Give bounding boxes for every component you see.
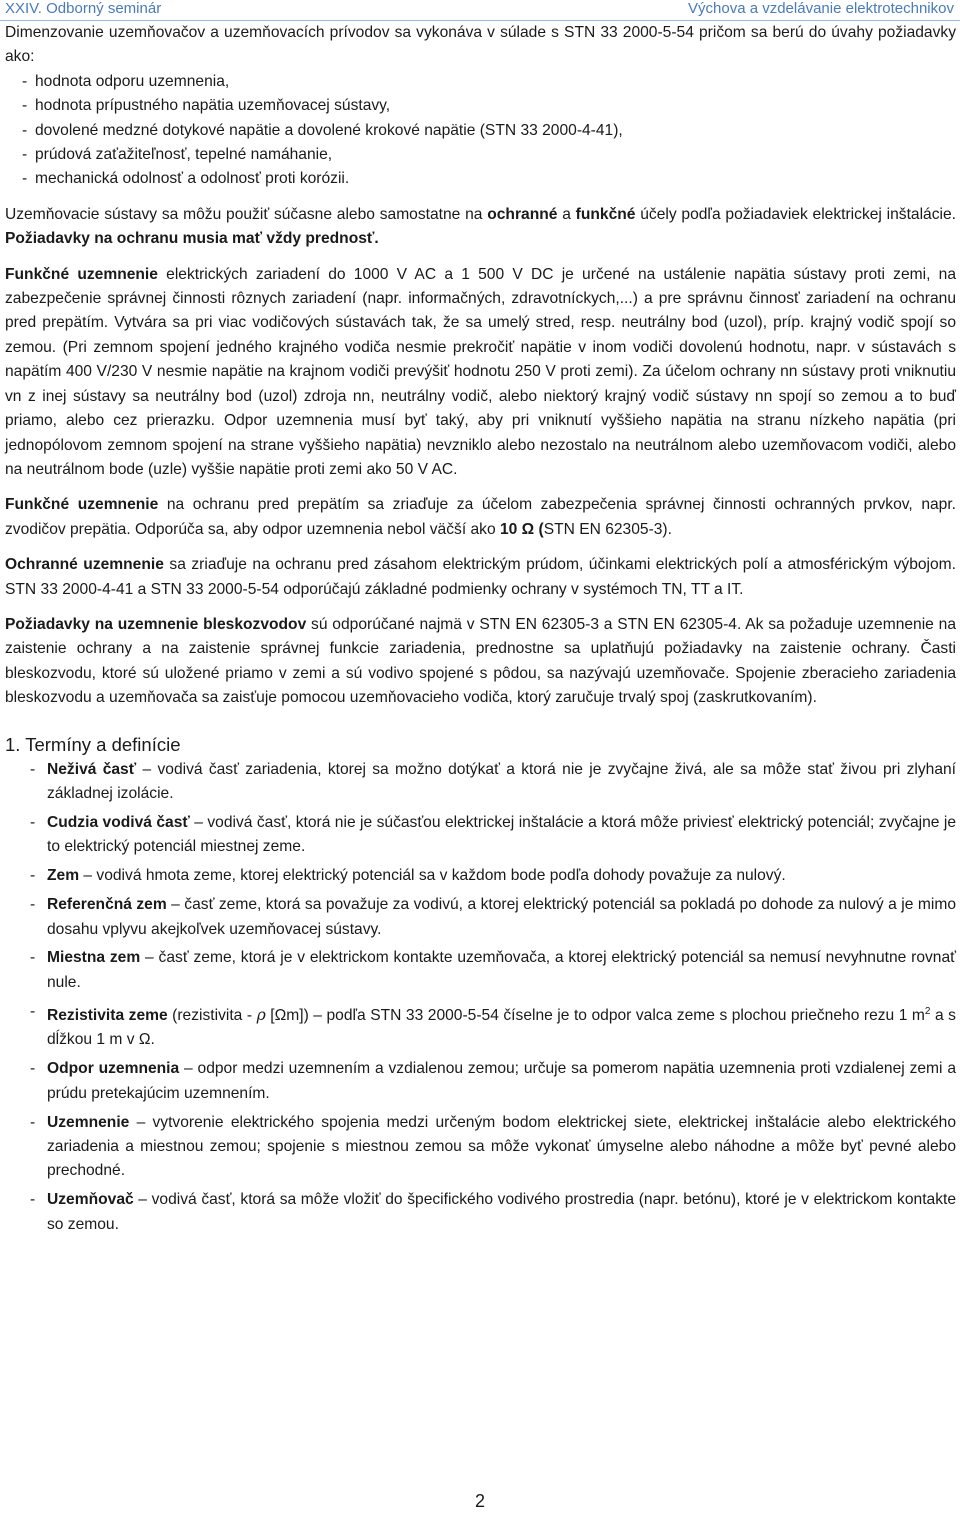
requirements-list bbox=[5, 70, 956, 192]
list-item: - mechanická odolnosť a odolnosť proti korózii. bbox=[5, 167, 956, 191]
header-section-title: Výchova a vzdelávanie elektrotechnikov bbox=[688, 0, 954, 17]
list-item: - hodnota odporu uzemnenia, bbox=[5, 70, 956, 94]
list-item: - Referenčná zem – časť zeme, ktorá sa považuje za vodivú, a ktorej elektrický potenciál sa pokladá po dohode za nulový a je mimo dosahu vplyvu akejkoľvek uzemňovacej sústavy. bbox=[5, 893, 956, 942]
list-item: - prúdová zaťažiteľnosť, tepelné namáhanie, bbox=[5, 143, 956, 167]
list-item: - Rezistivita zeme (rezistivita - ρ [Ωm]) – podľa STN 33 2000-5-54 číselne je to odpor valca zeme s plochou priečneho rezu 1 $m^2$ a s dĺžkou 1 m v Ω. bbox=[5, 1000, 956, 1053]
list-item: - Neživá časť – vodivá časť zariadenia, ktorej sa možno dotýkať a ktorá nie je zvyčajne živá, ale sa môže stať živou pri zlyhaní základnej izolácie. bbox=[5, 758, 956, 807]
paragraph-functional-earthing-surge: Funkčné uzemnenie na ochranu pred prepätím sa zriaďuje za účelom zabezpečenia správnej činnosti ochranných prvkov, napr. zvodičov prepätia. Odporúča sa, aby odpor uzemnenia nebol väčší ako 10 Ω (STN EN 62305-3). bbox=[5, 496, 957, 538]
terms-list bbox=[5, 758, 956, 1238]
section-title: 1. Termíny a definície bbox=[5, 733, 181, 755]
paragraph-lightning-earthing: Požiadavky na uzemnenie bleskozvodov sú odporúčané najmä v STN EN 62305-3 a STN EN 62305-4. Ak sa požaduje uzemnenie na zaistenie ochrany a na zaistenie správnej funkcie zariadenia, prednostne sa uplatňujú požiadavky na zaistenie ochrany. Časti bleskozvodu, ktoré sú uložené priamo v zemi a sú vodivo spojené s pôdou, sa nazývajú uzemňovače. Spojenie zberacieho zariadenia bleskozvodu a uzemňovača sa zaisťuje pomocou uzemňovacieho vodiča, ktorý zaručuje trvalý spoj (zaskrutkovaním). bbox=[5, 615, 956, 707]
paragraph-protective-earthing: Ochranné uzemnenie sa zriaďuje na ochranu pred zásahom elektrickým prúdom, účinkami elektrických polí a atmosférickým výbojom. STN 33 2000-4-41 a STN 33 2000-5-54 odporúčajú základné podmienky ochrany v systémoch TN, TT a IT. bbox=[5, 556, 956, 598]
rho-symbol: ρ bbox=[256, 1005, 266, 1024]
list-item: - Uzemňovač – vodivá časť, ktorá sa môže vložiť do špecifického vodivého prostredia (napr. betónu), ktoré je v elektrickom kontakte so zemou. bbox=[5, 1188, 956, 1237]
header-seminar-title: XXIV. Odborný seminár bbox=[5, 0, 162, 17]
page-content bbox=[5, 21, 956, 1242]
list-item: - dovolené medzné dotykové napätie a dovolené krokové napätie (STN 33 2000-4-41), bbox=[5, 119, 956, 143]
list-item: - Zem – vodivá hmota zeme, ktorej elektrický potenciál sa v každom bode podľa dohody považuje za nulový. bbox=[5, 864, 956, 888]
paragraph-functional-earthing: Funkčné uzemnenie elektrických zariadení do 1000 V AC a 1 500 V DC je určené na ustálenie napätia sústavy proti zemi, na zabezpečenie správnej činnosti rôznych zariadení (napr. informačných, zdravotníckych,...) a pre správnu činnosť zariadení na ochranu pred prepätím. Vytvára sa pri viac vodičových sústavách tak, že sa umelý stred, resp. neutrálny bod (uzol), príp. krajný vodič spojí so zemou. (Pri zemnom spojení jedného krajného vodiča nesmie prekročiť napätie v inom vodiči dovolenú hodnotu, napr. v sústavách s napätím 400 V/230 V nesmie napätie na krajnom vodiči prevýšiť hodnotu 250 V proti zemi). Za účelom ochrany nn sústavy proti vniknutiu vn z inej sústavy sa neutrálny bod (uzol) zdroja nn, neutrálny vodič, alebo niektorý krajný vodič sústavy nn spojí so zemou a to buď priamo, alebo cez prierazku. Odpor uzemnenia musí byť taký, aby pri vniknutí vyššieho napätia na stranu nízkeho napätia (pri jednopólovom zemnom spojení na strane vyššieho napätia) nevzniklo alebo nezostalo na neutrálnom alebo uzemňovacom vodiči, alebo na neutrálnom bode (uzle) vyššie napätie proti zemi ako 50 V AC. bbox=[5, 265, 956, 478]
list-item: - Uzemnenie – vytvorenie elektrického spojenia medzi určeným bodom elektrickej siete, elektrickej inštalácie alebo elektrického zariadenia a miestnou zemou; spojenie s miestnou zemou sa môže vykonať úmyselne alebo náhodne a môže byť pevné alebo prechodné. bbox=[5, 1111, 956, 1184]
list-item: - hodnota prípustného napätia uzemňovacej sústavy, bbox=[5, 94, 956, 118]
list-item: - Miestna zem – časť zeme, ktorá je v elektrickom kontakte uzemňovača, a ktorej elektrický potenciál sa nemusí nevyhnutne rovnať nule. bbox=[5, 946, 956, 995]
page-number: 2 bbox=[474, 1491, 485, 1511]
paragraph-earthing-purposes: Uzemňovacie sústavy sa môžu použiť súčasne alebo samostatne na ochranné a funkčné účely podľa požiadaviek elektrickej inštalácie. Požiadavky na ochranu musia mať vždy prednosť. bbox=[5, 205, 956, 248]
page-header bbox=[0, 0, 960, 21]
intro-paragraph: Dimenzovanie uzemňovačov a uzemňovacích prívodov sa vykonáva v súlade s STN 33 2000-5-54 pričom sa berú do úvahy požiadavky ako: bbox=[5, 24, 956, 66]
list-item: - Cudzia vodivá časť – vodivá časť, ktorá nie je súčasťou elektrickej inštalácie a ktorá môže priviesť elektrický potenciál; zvyčajne je to elektrický potenciál miestnej zeme. bbox=[5, 811, 956, 860]
list-item: - Odpor uzemnenia – odpor medzi uzemnením a vzdialenou zemou; určuje sa pomerom napätia uzemnenia proti vzdialenej zemi a prúdu pretekajúcim uzemnením. bbox=[5, 1057, 956, 1106]
